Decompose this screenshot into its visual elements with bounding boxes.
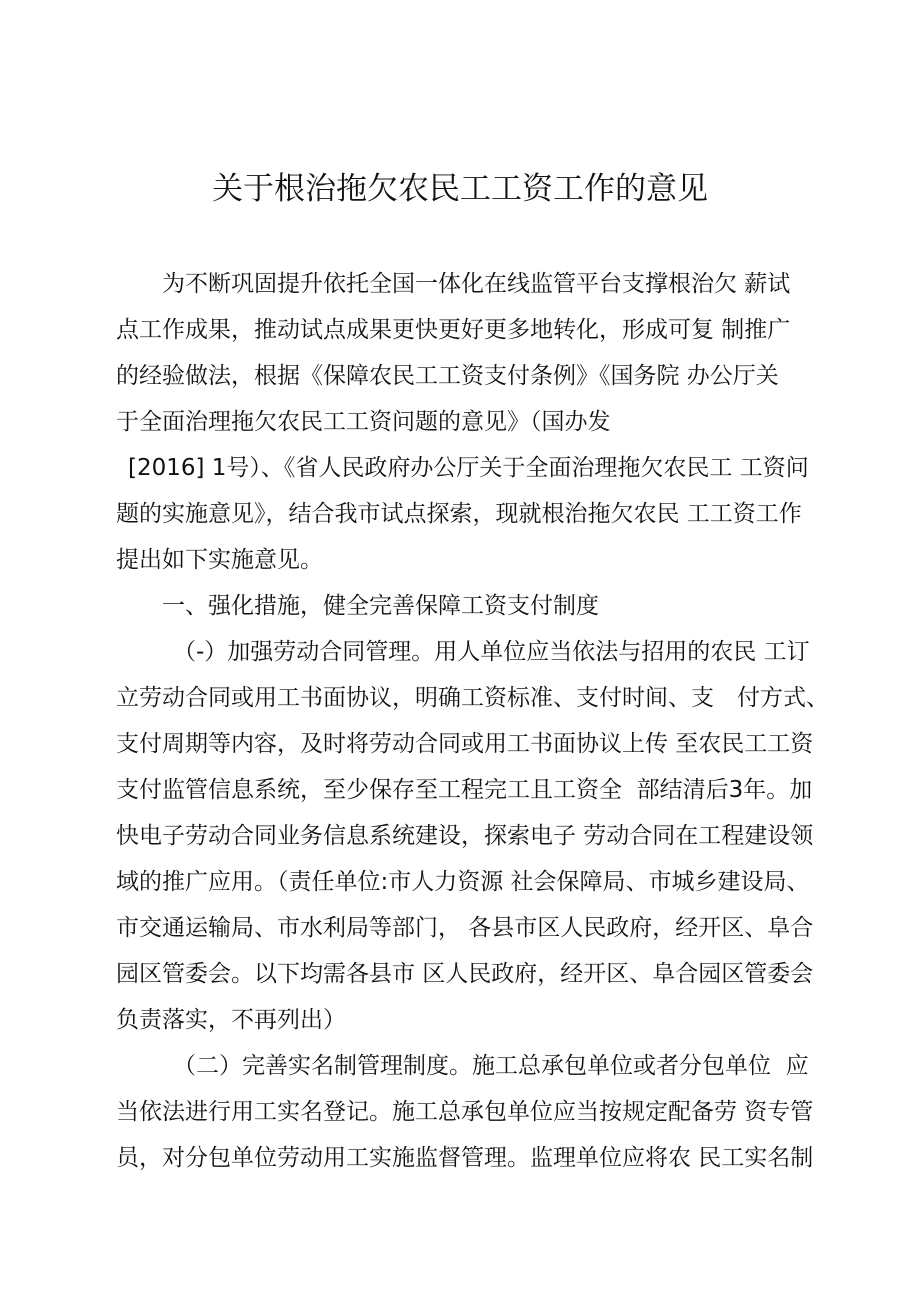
body-line: （-）加强劳动合同管理。用人单位应当依法与招用的农民 工订 xyxy=(173,639,810,665)
body-line: 域的推广应用。（责任单位:市人力资源 社会保障局、市城乡建设局、 xyxy=(116,869,810,895)
body-line: 的经验做法，根据《保障农民工工资支付条例》《国务院 办公厅关 xyxy=(116,363,779,389)
body-line: 支付周期等内容，及时将劳动合同或用工书面协议上传 至农民工工资 xyxy=(116,731,814,757)
body-line: 市交通运输局、市水利局等部门， 各县市区人民政府，经开区、阜合 xyxy=(116,915,814,941)
body-line: （二）完善实名制管理制度。施工总承包单位或者分包单位 应 xyxy=(173,1053,809,1079)
body-line: 立劳动合同或用工书面协议，明确工资标准、支付时间、支 付方式、 xyxy=(116,685,829,711)
body-line: 负责落实，不再列出） xyxy=(116,1007,346,1033)
body-line: 支付监管信息系统，至少保存至工程完工且工资全 部结清后3年。加 xyxy=(116,777,813,803)
body-line: [2016] 1号）、《省人民政府办公厅关于全面治理拖欠农民工 工资问 xyxy=(128,455,809,481)
section-heading: 一、强化措施，健全完善保障工资支付制度 xyxy=(162,593,599,619)
body-line: 当依法进行用工实名登记。施工总承包单位应当按规定配备劳 资专管 xyxy=(116,1099,814,1125)
body-line: 员，对分包单位劳动用工实施监督管理。监理单位应将农 民工实名制 xyxy=(116,1145,814,1171)
body-line: 点工作成果，推动试点成果更快更好更多地转化，形成可复 制推广 xyxy=(116,317,791,343)
body-line: 于全面治理拖欠农民工工资问题的意见》（国办发 xyxy=(116,409,611,435)
body-line: 题的实施意见》，结合我市试点探索，现就根治拖欠农民 工工资工作 xyxy=(116,501,802,527)
body-line: 为不断巩固提升依托全国一体化在线监管平台支撑根治欠 薪试 xyxy=(162,271,791,297)
body-line: 提出如下实施意见。 xyxy=(116,547,323,573)
body-line: 园区管委会。以下均需各县市 区人民政府，经开区、阜合园区管委会 xyxy=(116,961,814,987)
body-line: 快电子劳动合同业务信息系统建设，探索电子 劳动合同在工程建设领 xyxy=(116,823,814,849)
document-title: 关于根治拖欠农民工工资工作的意见 xyxy=(212,171,708,207)
